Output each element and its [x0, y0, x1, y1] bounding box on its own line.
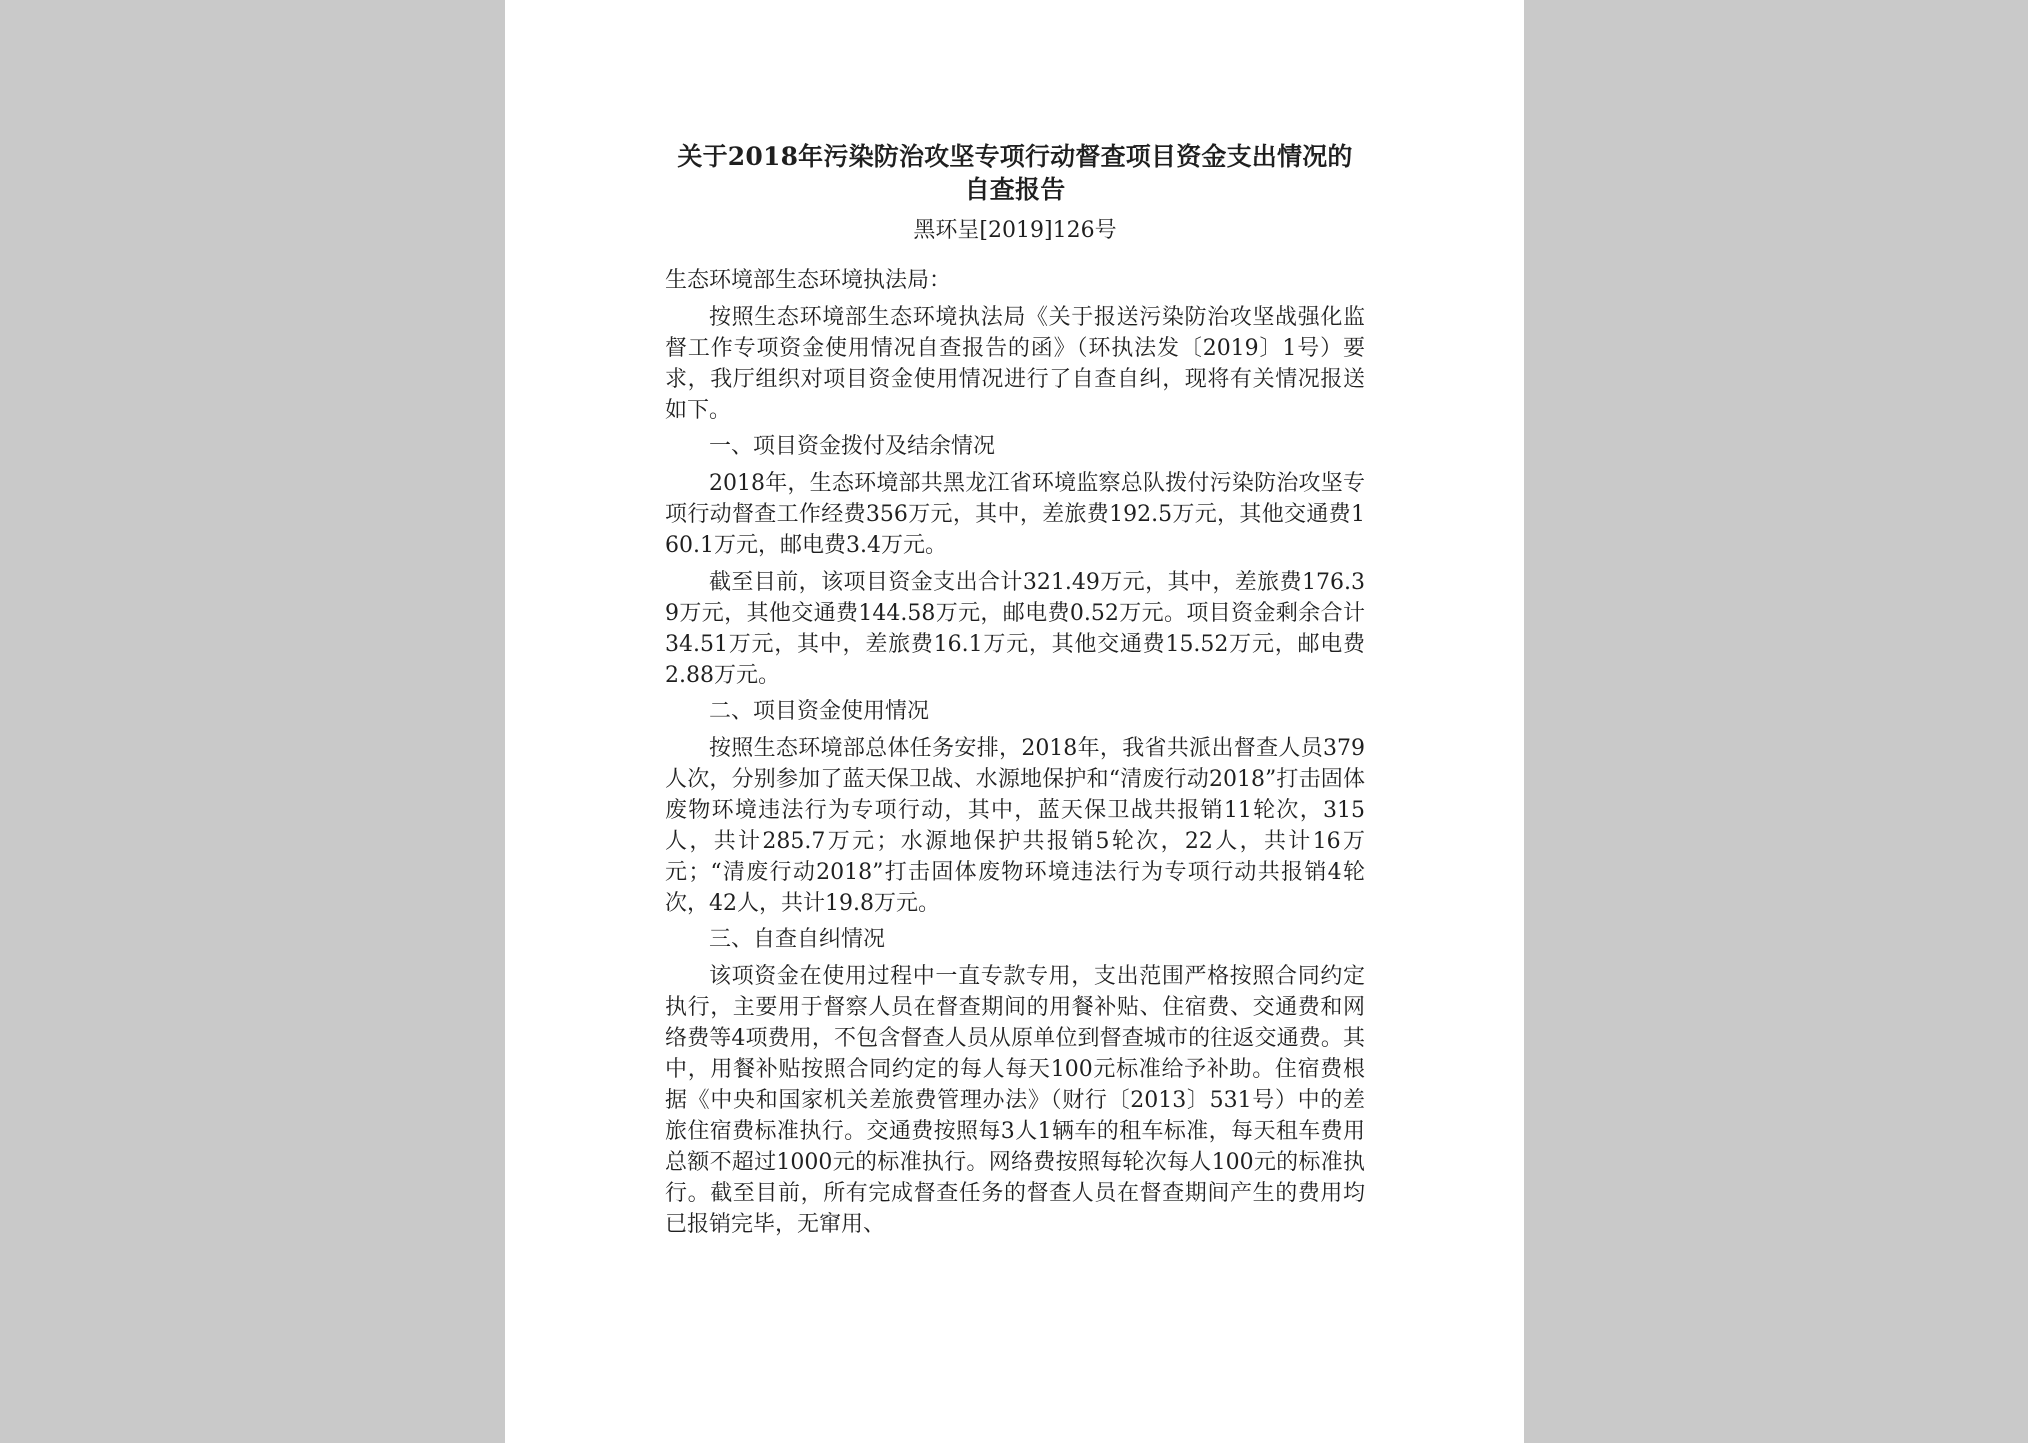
intro-paragraph: 按照生态环境部生态环境执法局《关于报送污染防治攻坚战强化监督工作专项资金使用情况自查报告的函》（环执法发〔2019〕1号）要求，我厅组织对项目资金使用情况进行了自查自纠，现将有关情况报送如下。: [665, 305, 1365, 423]
section-3-heading: 三、自查自纠情况: [709, 927, 886, 952]
document-title: 关于2018年污染防治攻坚专项行动督查项目资金支出情况的自查报告: [677, 142, 1353, 204]
section-2-paragraph-1: 按照生态环境部总体任务安排，2018年，我省共派出督查人员379人次，分别参加了蓝天保卫战、水源地保护和“清废行动2018”打击固体废物环境违法行为专项行动，其中，蓝天保卫战共报销11轮次，315人，共计285.7万元；水源地保护共报销5轮次，22人，共计16万元；“清废行动2018”打击固体废物环境违法行为专项行动共报销4轮次，42人，共计19.8万元。: [665, 736, 1365, 916]
document-number: 黑环呈[2019]126号: [913, 218, 1117, 243]
section-1-paragraph-2: 截至目前，该项目资金支出合计321.49万元，其中，差旅费176.39万元，其他交通费144.58万元，邮电费0.52万元。项目资金剩余合计34.51万元，其中，差旅费16.1万元，其他交通费15.52万元，邮电费2.88万元。: [665, 570, 1365, 688]
section-3-paragraph-1: 该项资金在使用过程中一直专款专用，支出范围严格按照合同约定执行，主要用于督察人员在督查期间的用餐补贴、住宿费、交通费和网络费等4项费用，不包含督查人员从原单位到督查城市的往返交通费。其中，用餐补贴按照合同约定的每人每天100元标准给予补助。住宿费根据《中央和国家机关差旅费管理办法》（财行〔2013〕531号）中的差旅住宿费标准执行。交通费按照每3人1辆车的租车标准，每天租车费用总额不超过1000元的标准执行。网络费按照每轮次每人100元的标准执行。截至目前，所有完成督查任务的督查人员在督查期间产生的费用均已报销完毕，无窜用、: [665, 964, 1365, 1237]
section-2-heading: 二、项目资金使用情况: [709, 699, 930, 724]
section-1-heading: 一、项目资金拨付及结余情况: [709, 434, 996, 459]
document-page: [505, 0, 1524, 1443]
salutation: 生态环境部生态环境执法局：: [665, 268, 952, 293]
document-body: [665, 140, 1365, 1240]
section-1-paragraph-1: 2018年，生态环境部共黑龙江省环境监察总队拨付污染防治攻坚专项行动督查工作经费356万元，其中，差旅费192.5万元，其他交通费160.1万元，邮电费3.4万元。: [665, 471, 1365, 558]
